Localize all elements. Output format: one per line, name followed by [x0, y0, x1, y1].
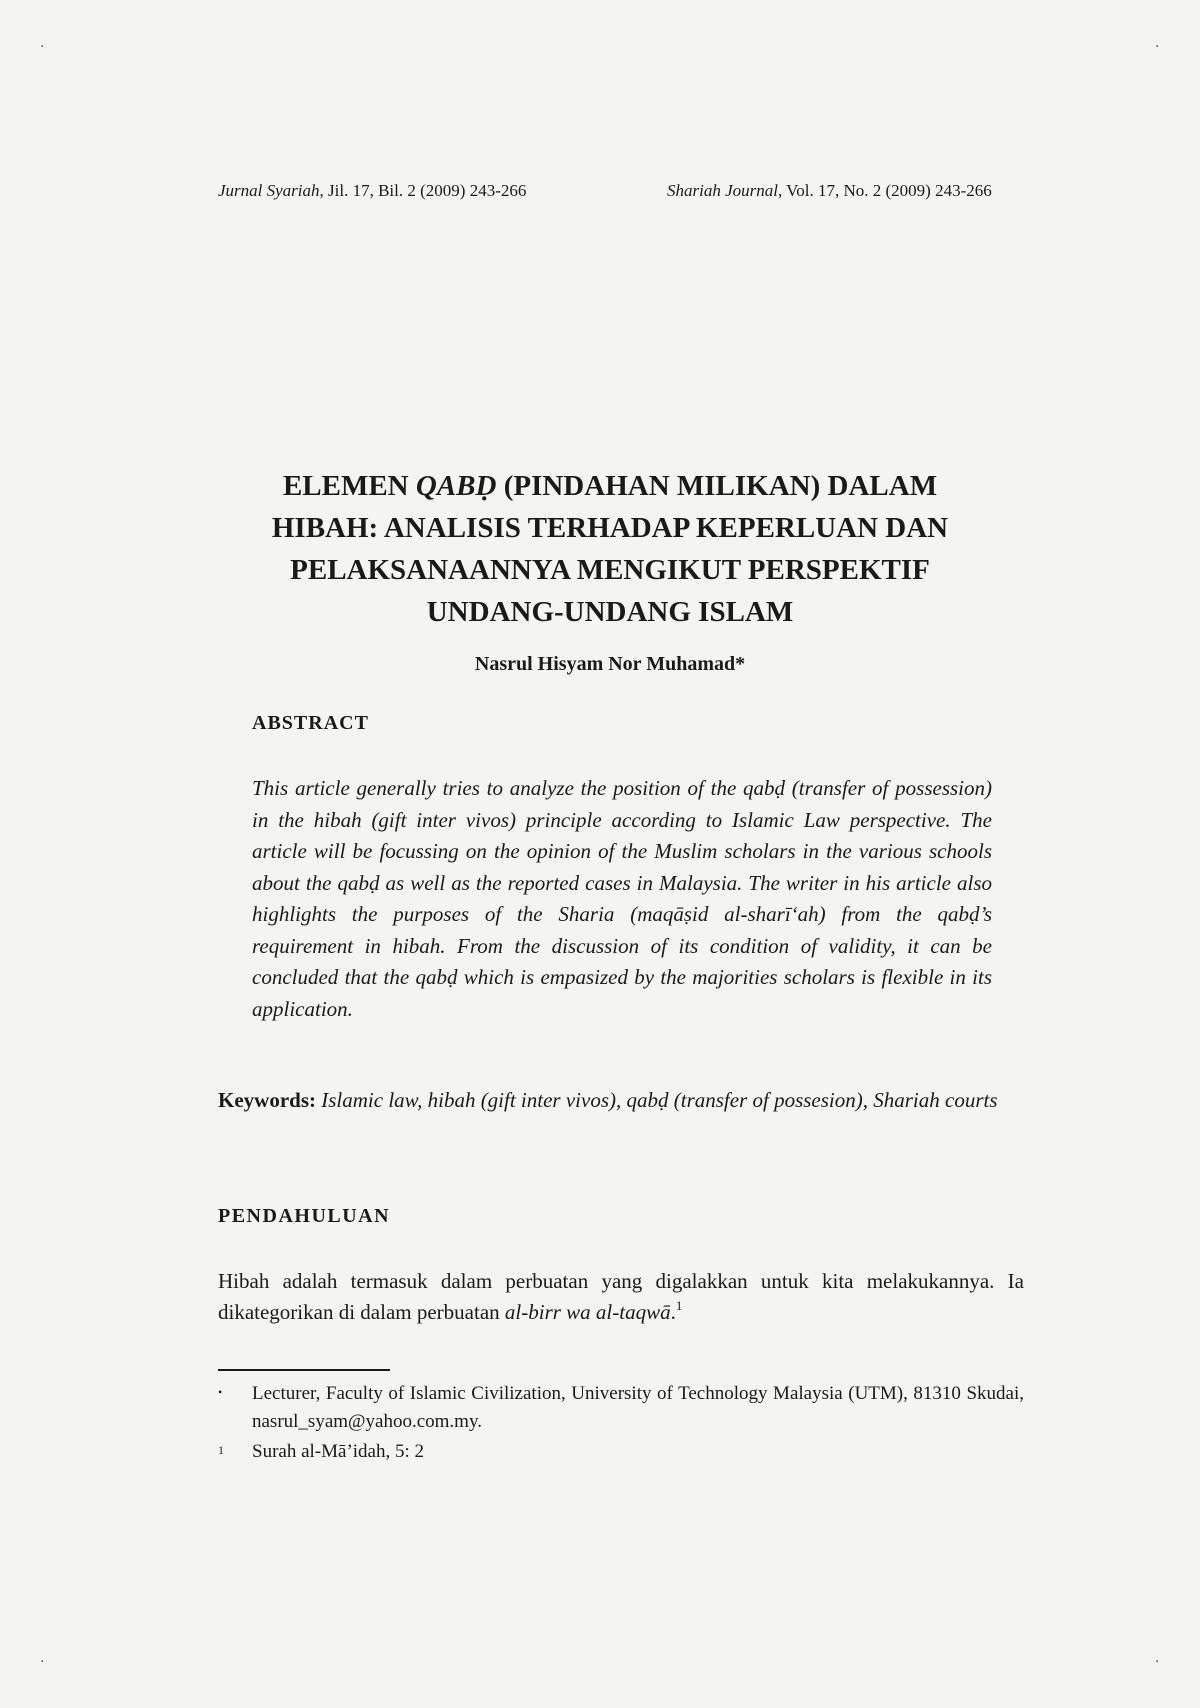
footnote-reference-1: 1 [675, 1298, 683, 1313]
journal-volume-malay: , Jil. 17, Bil. 2 (2009) 243-266 [319, 181, 527, 200]
title-term-qabd: QABḌ [415, 470, 497, 502]
journal-volume-english: , Vol. 17, No. 2 (2009) 243-266 [777, 181, 992, 200]
section-heading-pendahuluan: PENDAHULUAN [218, 1205, 391, 1227]
body-paragraph-text: Hibah adalah termasuk dalam perbuatan yang digalakkan untuk kita melakukannya. Ia dikategorikan di dalam perbuatan [218, 1269, 1024, 1324]
title-line-4: UNDANG-UNDANG ISLAM [426, 596, 794, 628]
abstract-body: This article generally tries to analyze the position of the qabḍ (transfer of possession) in the hibah (gift inter vivos) principle according to Islamic Law perspective. The article will be focussing on the opinion of the Muslim scholars in the various schools about the qabḍ as well as the reported cases in Malaysia. The writer in his article also highlights the purposes of the Sharia (maqāṣid al-sharī‘ah) from the qabḍ’s requirement in hibah. From the discussion of its condition of validity, it can be concluded that the qabḍ which is empasized by the majorities scholars is flexible in its application. [252, 776, 992, 1021]
author-name: Nasrul Hisyam Nor Muhamad* [474, 653, 746, 675]
footnote-1-text: Surah al-Mā’idah, 5: 2 [252, 1441, 425, 1462]
keywords-value: Islamic law, hibah (gift inter vivos), qabḍ (transfer of possesion), Shariah courts [316, 1088, 998, 1112]
crop-mark-bottom-right: · [1155, 1654, 1160, 1670]
title-line-1 [200, 465, 1020, 507]
body-italic-term: al-birr wa al-taqwā [504, 1300, 671, 1324]
keywords [218, 1085, 1024, 1116]
body-paragraph [218, 1266, 1024, 1328]
keywords-label: Keywords: [218, 1088, 316, 1112]
title-line-2: HIBAH: ANALISIS TERHADAP KEPERLUAN DAN [271, 512, 949, 544]
footnote-author [218, 1380, 1024, 1436]
title-line-1-end: (PINDAHAN MILIKAN) DALAM [496, 470, 938, 502]
journal-name-english: Shariah Journal [667, 181, 778, 200]
article-title [200, 465, 1020, 633]
running-header-left [218, 181, 526, 201]
crop-mark-top-right: · [1155, 39, 1160, 55]
journal-name-malay: Jurnal Syariah [218, 181, 320, 200]
title-line-1-start: ELEMEN [282, 470, 416, 502]
crop-mark-top-left: · [40, 39, 45, 55]
abstract-heading: ABSTRACT [252, 712, 369, 734]
title-line-3: PELAKSANAANNYA MENGIKUT PERSPEKTIF [290, 554, 930, 586]
footnote-divider [218, 1369, 390, 1371]
footnote-1 [218, 1438, 1024, 1466]
running-header-right [667, 181, 992, 201]
footnote-author-mark: • [218, 1385, 223, 1399]
crop-mark-bottom-left: · [40, 1654, 45, 1670]
footnote-author-text: Lecturer, Faculty of Islamic Civilization, University of Technology Malaysia (UTM), 81310 Skudai, nasrul_syam@yahoo.com.my. [252, 1383, 1024, 1432]
footnote-1-mark: 1 [218, 1443, 224, 1457]
body-paragraph-end: . [670, 1300, 676, 1324]
